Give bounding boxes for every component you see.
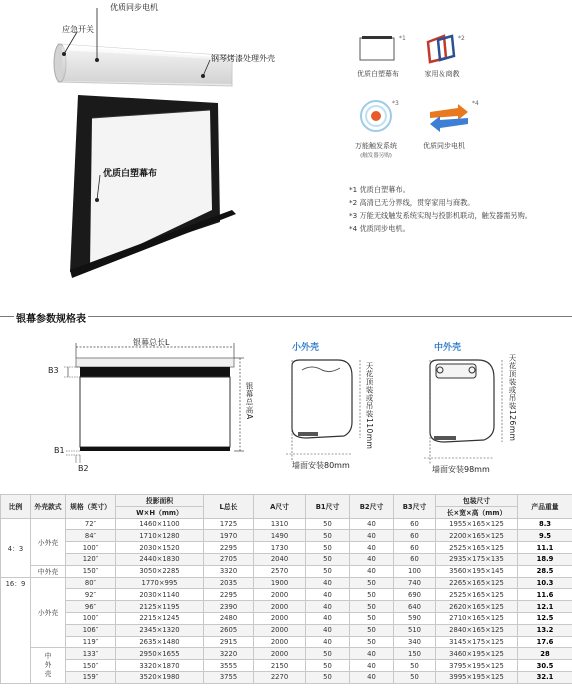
cell-w: 11.6 bbox=[518, 589, 572, 601]
feature-1-label: 优质白塑幕布 bbox=[357, 70, 399, 78]
cell-b2: 40 bbox=[350, 553, 394, 565]
cell-a: 1900 bbox=[254, 577, 306, 589]
cell-a: 2000 bbox=[254, 612, 306, 624]
cell-b1: 50 bbox=[306, 660, 350, 672]
th-ratio: 比例 bbox=[1, 495, 31, 519]
cell-w: 11.1 bbox=[518, 542, 572, 554]
cell-a: 2150 bbox=[254, 660, 306, 672]
cell-wh: 2215×1245 bbox=[116, 612, 204, 624]
cell-a: 2570 bbox=[254, 565, 306, 577]
th-pack: 包装尺寸 bbox=[436, 495, 518, 507]
cell-pack: 3460×195×125 bbox=[436, 648, 518, 660]
mid-case-side: 天花顶装或吊装126mm bbox=[508, 354, 517, 442]
small-case-side: 天花顶装或吊装110mm bbox=[365, 362, 374, 450]
cell-size: 150″ bbox=[66, 565, 116, 577]
cell-a: 1730 bbox=[254, 542, 306, 554]
cell-wh: 1770×995 bbox=[116, 577, 204, 589]
cell-l: 3755 bbox=[204, 671, 254, 683]
cell-pack: 2840×165×125 bbox=[436, 624, 518, 636]
group-ratio-169: 16：9 bbox=[1, 577, 31, 683]
cell-b3: 60 bbox=[394, 518, 436, 530]
cell-wh: 1710×1280 bbox=[116, 530, 204, 542]
cell-b2: 40 bbox=[350, 530, 394, 542]
cell-l: 2295 bbox=[204, 589, 254, 601]
cell-b3: 60 bbox=[394, 530, 436, 542]
cell-l: 2605 bbox=[204, 624, 254, 636]
feature-3-sub: (触发器另购) bbox=[360, 153, 392, 159]
cell-size: 150″ bbox=[66, 660, 116, 672]
table-row bbox=[1, 660, 572, 672]
cell-size: 96″ bbox=[66, 601, 116, 613]
cell-w: 12.1 bbox=[518, 601, 572, 613]
cell-l: 2035 bbox=[204, 577, 254, 589]
th-b1: B1尺寸 bbox=[306, 495, 350, 519]
cell-b3: 50 bbox=[394, 660, 436, 672]
note-4: *4 优质同步电机。 bbox=[349, 224, 410, 233]
cell-l: 2480 bbox=[204, 612, 254, 624]
cell-b2: 40 bbox=[350, 518, 394, 530]
cell-l: 2705 bbox=[204, 553, 254, 565]
cell-pack: 2525×165×125 bbox=[436, 589, 518, 601]
cell-b2: 40 bbox=[350, 565, 394, 577]
feature-1 bbox=[350, 69, 406, 79]
cell-l: 3555 bbox=[204, 660, 254, 672]
cell-b1: 40 bbox=[306, 589, 350, 601]
cell-size: 100″ bbox=[66, 612, 116, 624]
b1-label: B1 bbox=[54, 446, 65, 455]
cell-b2: 50 bbox=[350, 624, 394, 636]
cell-size: 133″ bbox=[66, 648, 116, 660]
cell-b2: 40 bbox=[350, 648, 394, 660]
spec-table bbox=[0, 494, 572, 684]
group-mid-2: 中外壳 bbox=[31, 648, 66, 683]
section-title: 银幕参数规格表 bbox=[14, 310, 88, 325]
small-case-wall: 墙面安装80mm bbox=[292, 461, 350, 470]
cell-b3: 590 bbox=[394, 612, 436, 624]
b2-label: B2 bbox=[78, 464, 89, 473]
table-row bbox=[1, 589, 572, 601]
cell-l: 2390 bbox=[204, 601, 254, 613]
cell-b1: 50 bbox=[306, 671, 350, 683]
cell-b1: 50 bbox=[306, 542, 350, 554]
note-1: *1 优质白塑幕布。 bbox=[349, 185, 410, 194]
cell-w: 12.5 bbox=[518, 612, 572, 624]
table-row bbox=[1, 648, 572, 660]
cell-b3: 740 bbox=[394, 577, 436, 589]
feature-4-label: 优质同步电机 bbox=[423, 142, 465, 150]
cell-b2: 50 bbox=[350, 636, 394, 648]
cell-a: 2000 bbox=[254, 648, 306, 660]
cell-wh: 2125×1195 bbox=[116, 601, 204, 613]
table-row bbox=[1, 530, 572, 542]
th-proj-area-sub: W×H（mm） bbox=[116, 506, 204, 518]
cell-a: 2000 bbox=[254, 601, 306, 613]
th-proj-area: 投影面积 bbox=[116, 495, 204, 507]
cell-l: 2915 bbox=[204, 636, 254, 648]
cell-w: 28.5 bbox=[518, 565, 572, 577]
feature-notes bbox=[349, 183, 532, 235]
cell-wh: 3050×2285 bbox=[116, 565, 204, 577]
feature-3-num: *3 bbox=[392, 100, 399, 107]
cell-pack: 3995×195×125 bbox=[436, 671, 518, 683]
cell-w: 8.3 bbox=[518, 518, 572, 530]
cell-a: 2000 bbox=[254, 636, 306, 648]
cell-pack: 2200×165×125 bbox=[436, 530, 518, 542]
motor-arrows-icon bbox=[430, 104, 468, 132]
cell-size: 84″ bbox=[66, 530, 116, 542]
b3-label: B3 bbox=[48, 366, 59, 375]
cell-size: 92″ bbox=[66, 589, 116, 601]
table-row bbox=[1, 601, 572, 613]
th-b2: B2尺寸 bbox=[350, 495, 394, 519]
mid-case-wall: 墙面安装98mm bbox=[432, 465, 490, 474]
cell-size: 120″ bbox=[66, 553, 116, 565]
feature-3 bbox=[346, 141, 406, 159]
feature-3-label: 万能触发系统 bbox=[355, 142, 397, 150]
cell-w: 28 bbox=[518, 648, 572, 660]
cell-size: 159″ bbox=[66, 671, 116, 683]
feature-2 bbox=[414, 69, 470, 79]
note-2: *2 高清已无分界线，贯穿家用与商教。 bbox=[349, 198, 475, 207]
note-3: *3 万能无线触发系统实现与投影机联动，触发器需另购。 bbox=[349, 211, 532, 220]
th-weight: 产品重量 bbox=[518, 495, 572, 519]
cell-b1: 50 bbox=[306, 518, 350, 530]
cell-pack: 2620×165×125 bbox=[436, 601, 518, 613]
small-case-title: 小外壳 bbox=[292, 343, 320, 353]
cell-b3: 510 bbox=[394, 624, 436, 636]
table-row bbox=[1, 577, 572, 589]
cell-b2: 40 bbox=[350, 671, 394, 683]
cell-wh: 2950×1655 bbox=[116, 648, 204, 660]
cell-size: 119″ bbox=[66, 636, 116, 648]
cell-b3: 50 bbox=[394, 671, 436, 683]
cell-pack: 2935×175×135 bbox=[436, 553, 518, 565]
feature-2-num: *2 bbox=[458, 35, 465, 42]
cell-wh: 2635×1480 bbox=[116, 636, 204, 648]
th-pack-sub: 长×宽×高（mm） bbox=[436, 506, 518, 518]
home-business-icon bbox=[428, 36, 454, 62]
spec-table-body bbox=[1, 518, 572, 683]
dimension-drawing bbox=[0, 330, 572, 480]
mid-case-title: 中外壳 bbox=[434, 343, 462, 353]
cell-a: 1490 bbox=[254, 530, 306, 542]
cell-b2: 50 bbox=[350, 612, 394, 624]
cell-w: 17.6 bbox=[518, 636, 572, 648]
cell-b1: 40 bbox=[306, 601, 350, 613]
table-row bbox=[1, 542, 572, 554]
cell-a: 1310 bbox=[254, 518, 306, 530]
cell-b3: 640 bbox=[394, 601, 436, 613]
table-row bbox=[1, 565, 572, 577]
table-row bbox=[1, 671, 572, 683]
group-mid-1: 中外壳 bbox=[31, 565, 66, 577]
cell-pack: 1955×165×125 bbox=[436, 518, 518, 530]
cell-wh: 3520×1980 bbox=[116, 671, 204, 683]
cell-wh: 2030×1520 bbox=[116, 542, 204, 554]
cell-size: 106″ bbox=[66, 624, 116, 636]
cell-b1: 40 bbox=[306, 577, 350, 589]
feature-2-label: 家用＆商教 bbox=[424, 70, 460, 78]
cell-b2: 50 bbox=[350, 577, 394, 589]
cell-wh: 2440×1830 bbox=[116, 553, 204, 565]
group-small-2: 小外壳 bbox=[31, 577, 66, 648]
cell-b1: 50 bbox=[306, 565, 350, 577]
callout-switch: 应急开关 bbox=[62, 25, 94, 34]
cell-w: 10.3 bbox=[518, 577, 572, 589]
cell-pack: 2525×165×125 bbox=[436, 542, 518, 554]
table-row bbox=[1, 624, 572, 636]
cell-pack: 3560×195×145 bbox=[436, 565, 518, 577]
table-row bbox=[1, 518, 572, 530]
cell-b3: 60 bbox=[394, 553, 436, 565]
cell-wh: 2030×1140 bbox=[116, 589, 204, 601]
cell-b1: 40 bbox=[306, 624, 350, 636]
cell-a: 2270 bbox=[254, 671, 306, 683]
cell-a: 2040 bbox=[254, 553, 306, 565]
feature-4-num: *4 bbox=[472, 100, 479, 107]
cell-w: 18.9 bbox=[518, 553, 572, 565]
cell-b1: 50 bbox=[306, 553, 350, 565]
cell-wh: 1460×1100 bbox=[116, 518, 204, 530]
table-row bbox=[1, 636, 572, 648]
cell-pack: 2265×165×125 bbox=[436, 577, 518, 589]
callout-housing: 钢琴烤漆处理外壳 bbox=[211, 54, 275, 63]
cell-w: 30.5 bbox=[518, 660, 572, 672]
trigger-icon bbox=[361, 101, 391, 131]
cell-b3: 690 bbox=[394, 589, 436, 601]
cell-b3: 60 bbox=[394, 542, 436, 554]
cell-l: 1970 bbox=[204, 530, 254, 542]
table-row bbox=[1, 553, 572, 565]
cell-pack: 2710×165×125 bbox=[436, 612, 518, 624]
th-size: 规格（英寸） bbox=[66, 495, 116, 519]
cell-b3: 100 bbox=[394, 565, 436, 577]
cell-size: 80″ bbox=[66, 577, 116, 589]
product-illustration bbox=[0, 0, 572, 300]
feature-4 bbox=[414, 141, 474, 151]
th-a: A尺寸 bbox=[254, 495, 306, 519]
cell-pack: 3145×175×125 bbox=[436, 636, 518, 648]
cell-size: 100″ bbox=[66, 542, 116, 554]
cell-b1: 40 bbox=[306, 612, 350, 624]
cell-w: 32.1 bbox=[518, 671, 572, 683]
screen-icon bbox=[360, 36, 394, 60]
cell-b3: 340 bbox=[394, 636, 436, 648]
cell-a: 2000 bbox=[254, 624, 306, 636]
cell-wh: 3320×1870 bbox=[116, 660, 204, 672]
cell-b3: 150 bbox=[394, 648, 436, 660]
cell-b1: 40 bbox=[306, 636, 350, 648]
th-b3: B3尺寸 bbox=[394, 495, 436, 519]
callout-fabric: 优质白塑幕布 bbox=[103, 169, 158, 179]
cell-size: 72″ bbox=[66, 518, 116, 530]
cell-pack: 3795×195×125 bbox=[436, 660, 518, 672]
hero-section bbox=[0, 0, 572, 300]
cell-b2: 50 bbox=[350, 601, 394, 613]
cell-b2: 50 bbox=[350, 589, 394, 601]
section-title-bar bbox=[0, 310, 572, 324]
spec-diagrams bbox=[0, 330, 572, 480]
th-l: L总长 bbox=[204, 495, 254, 519]
callout-motor: 优质同步电机 bbox=[110, 3, 158, 12]
th-case: 外壳款式 bbox=[31, 495, 66, 519]
cell-b1: 50 bbox=[306, 530, 350, 542]
group-ratio-43: 4：3 bbox=[1, 518, 31, 577]
cell-l: 3220 bbox=[204, 648, 254, 660]
cell-w: 13.2 bbox=[518, 624, 572, 636]
cell-b1: 50 bbox=[306, 648, 350, 660]
cell-b2: 40 bbox=[350, 542, 394, 554]
feature-1-num: *1 bbox=[399, 35, 406, 42]
total-length-label: 银幕总长L bbox=[133, 338, 170, 347]
cell-l: 3320 bbox=[204, 565, 254, 577]
group-small-1: 小外壳 bbox=[31, 518, 66, 565]
cell-l: 2295 bbox=[204, 542, 254, 554]
cell-wh: 2345×1320 bbox=[116, 624, 204, 636]
cell-a: 2000 bbox=[254, 589, 306, 601]
total-height-label: 银幕总高A bbox=[245, 382, 254, 420]
cell-w: 9.5 bbox=[518, 530, 572, 542]
table-row bbox=[1, 612, 572, 624]
cell-l: 1725 bbox=[204, 518, 254, 530]
cell-b2: 40 bbox=[350, 660, 394, 672]
